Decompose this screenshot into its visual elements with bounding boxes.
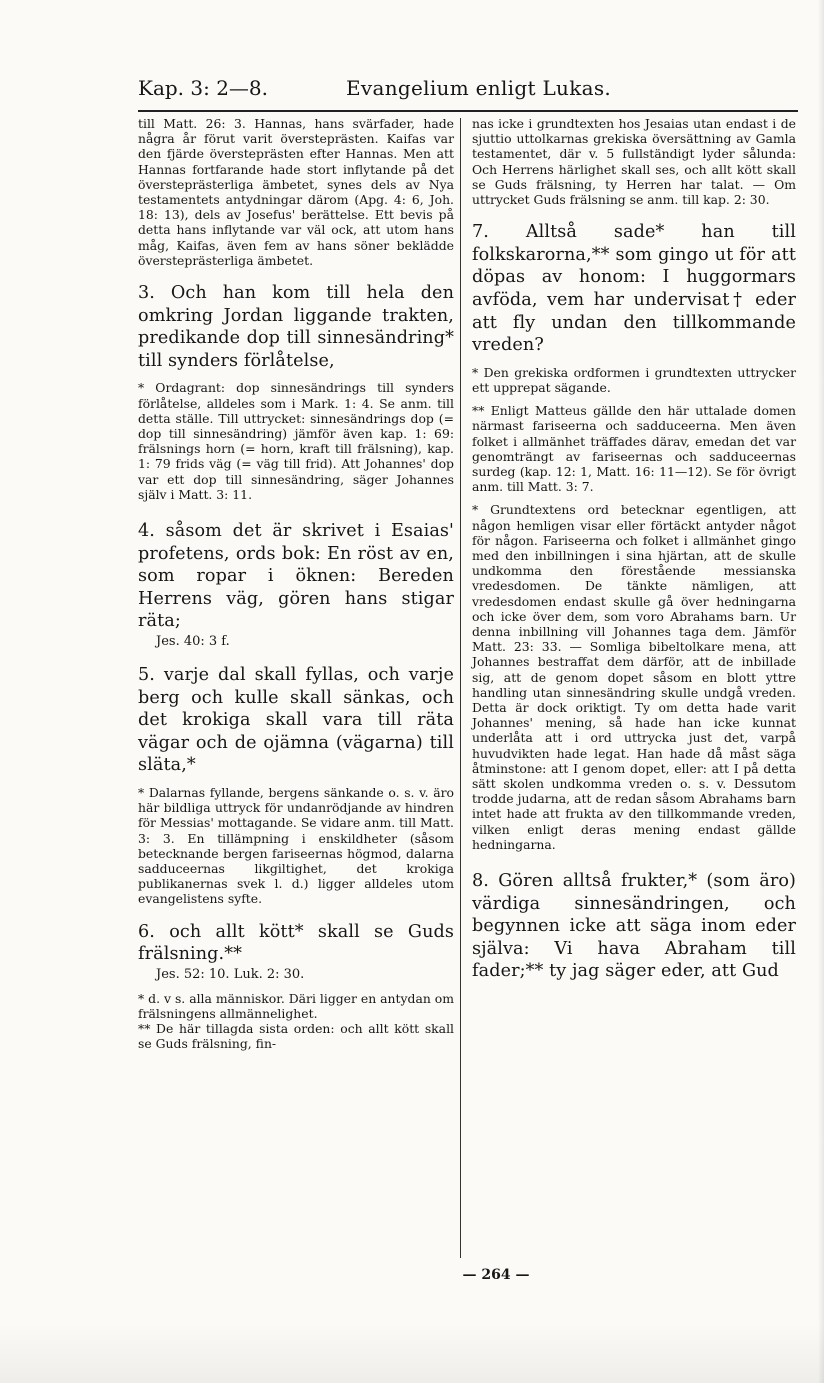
running-header [138, 76, 792, 110]
verse-4: 4. såsom det är skrivet i Esaias' profetens, ords bok: En röst av en, som ropar i öknen: Bereden Herrens väg, gören hans stigar räta; [138, 521, 454, 632]
verse-5: 5. varje dal skall fyllas, och varje berg och kulle skall sänkas, och det krokiga skall vara till räta vägar och de ojämna (vägarna) till släta,* [138, 665, 454, 776]
page-footer [0, 1267, 824, 1283]
chapter-reference: Kap. 3: 2—8. [138, 76, 269, 100]
note-paragraph: * Dalarnas fyllande, bergens sänkande o. s. v. äro här bildliga uttryck för undanrödjande av hindren för Messias' mottagande. Se vidare anm. till Matt. 3: 3. En tillämpning i enskildheter (såsom betecknande bergen fariseernas högmod, dalarna sadduceernas likgiltighet, det krokiga publikanernas svek l. d.) ligger alldeles utom evangelistens syfte. [138, 784, 454, 907]
right-column [472, 116, 796, 983]
note-paragraph: ** De här tillagda sista orden: och allt kött skall se Guds frälsning, fin- [138, 1021, 454, 1052]
cross-reference: Jes. 40: 3 f. [156, 634, 230, 649]
note-paragraph: ** Enligt Matteus gällde den här uttalade domen närmast fariseerna och sadduceerna. Men även folket i allmänhet träffades därav, emedan det var genomträngt av fariseernas och sadduceernas surdeg (kap. 12: 1, Matt. 16: 11—12). Se för övrigt anm. till Matt. 3: 7. [472, 403, 796, 495]
page-number: — 264 — [462, 1267, 530, 1283]
verse-6: 6. och allt kött* skall se Guds frälsning.** [138, 921, 454, 965]
note-paragraph: till Matt. 26: 3. Hannas, hans svärfader, hade några år förut varit översteprästen. Kaifas var den fjärde översteprästen efter Hannas. Men att Hannas fortfarande hade stort inflytande på det översteprästerliga ämbetet, synes dels av Nya testamentets antydningar därom (Apg. 4: 6, Joh. 18: 13), dels av Josefus' berättelse. Ett bevis på detta hans inflytande var väl ock, att utom hans måg, Kaifas, även fem av hans söner beklädde översteprästerliga ämbetet. [138, 116, 454, 268]
verse-8: 8. Gören alltså frukter,* (som äro) värdiga sinnesändringen, och begynnen icke att säga inom eder själva: Vi hava Abraham till fader;** ty jag säger eder, att Gud [472, 871, 796, 982]
note-paragraph: * Grundtextens ord betecknar egentligen, att någon hemligen visar eller förtäckt antyder något för någon. Fariseerna och folket i allmänhet gingo med den inbillningen i sina hjärtan, att de skulle undkomma den förestående messianska vredesdomen. De tänkte nämligen, att vredesdomen endast skulle gå över hedningarna och icke över dem, som voro Abrahams barn. Ur denna inbillning vill Johannes taga dem. Jämför Matt. 23: 33. — Somliga bibeltolkare mena, att Johannes bestraffat dem därför, att de inbillade sig, att de genom dopet såsom en blott yttre handling utan sinnesändring skulle undgå vreden. Detta är dock oriktigt. Ty om detta hade varit Johannes' mening, så hade han icke kunnat underlåta att i ord uttrycka just det, varpå huvudvikten hade legat. Han hade då måst säga åtminstone: att I genom dopet, eller: att I på detta sätt skolen undkomma vreden o. s. v. Dessutom trodde judarna, att de redan såsom Abrahams barn intet hade att frukta av den tillkommande vreden, vilken enligt deras mening endast gällde hedningarna. [472, 502, 796, 852]
note-paragraph: * Ordagrant: dop sinnesändrings till synders förlåtelse, alldeles som i Mark. 1: 4. Se anm. till detta ställe. Till uttrycket: sinnesändrings dop (= dop till sinnesändring) jämför även kap. 1: 69: frälsnings horn (= horn, kraft till frälsning), kap. 1: 79 frids väg (= väg till frid). Att Johannes' dop var ett dop till sinnesändring, säger Johannes själv i Matt. 3: 11. [138, 380, 454, 502]
note-paragraph: * d. v s. alla människor. Däri ligger en antydan om frälsningens allmännelighet. [138, 990, 454, 1021]
header-rule [138, 110, 798, 112]
column-divider [460, 118, 461, 1258]
verse-3: 3. Och han kom till hela den omkring Jordan liggande trakten, predikande dop till sinnesändring* till synders förlåtelse, [138, 283, 454, 371]
left-column [138, 116, 454, 1052]
note-paragraph: nas icke i grundtexten hos Jesaias utan endast i de sjuttio uttolkarnas grekiska översättning av Gamla testamentet, där v. 5 fullständigt lyder sålunda: Och Herrens härlighet skall ses, och allt kött skall se Guds frälsning, ty Herren har talat. — Om uttrycket Guds frälsning se anm. till kap. 2: 30. [472, 116, 796, 208]
note-paragraph: * Den grekiska ordformen i grundtexten uttrycker ett upprepat sägande. [472, 364, 796, 395]
page-edge-shadow [818, 0, 824, 1383]
verse-7: 7. Alltså sade* han till folkskarorna,** som gingo ut för att döpas av honom: I huggormars avföda, vem har undervisat† eder att fly undan den tillkommande vreden? [472, 222, 796, 356]
book-title: Evangelium enligt Lukas. [346, 76, 612, 100]
page-bottom-shadow [0, 1323, 824, 1383]
cross-reference: Jes. 52: 10. Luk. 2: 30. [156, 966, 305, 982]
